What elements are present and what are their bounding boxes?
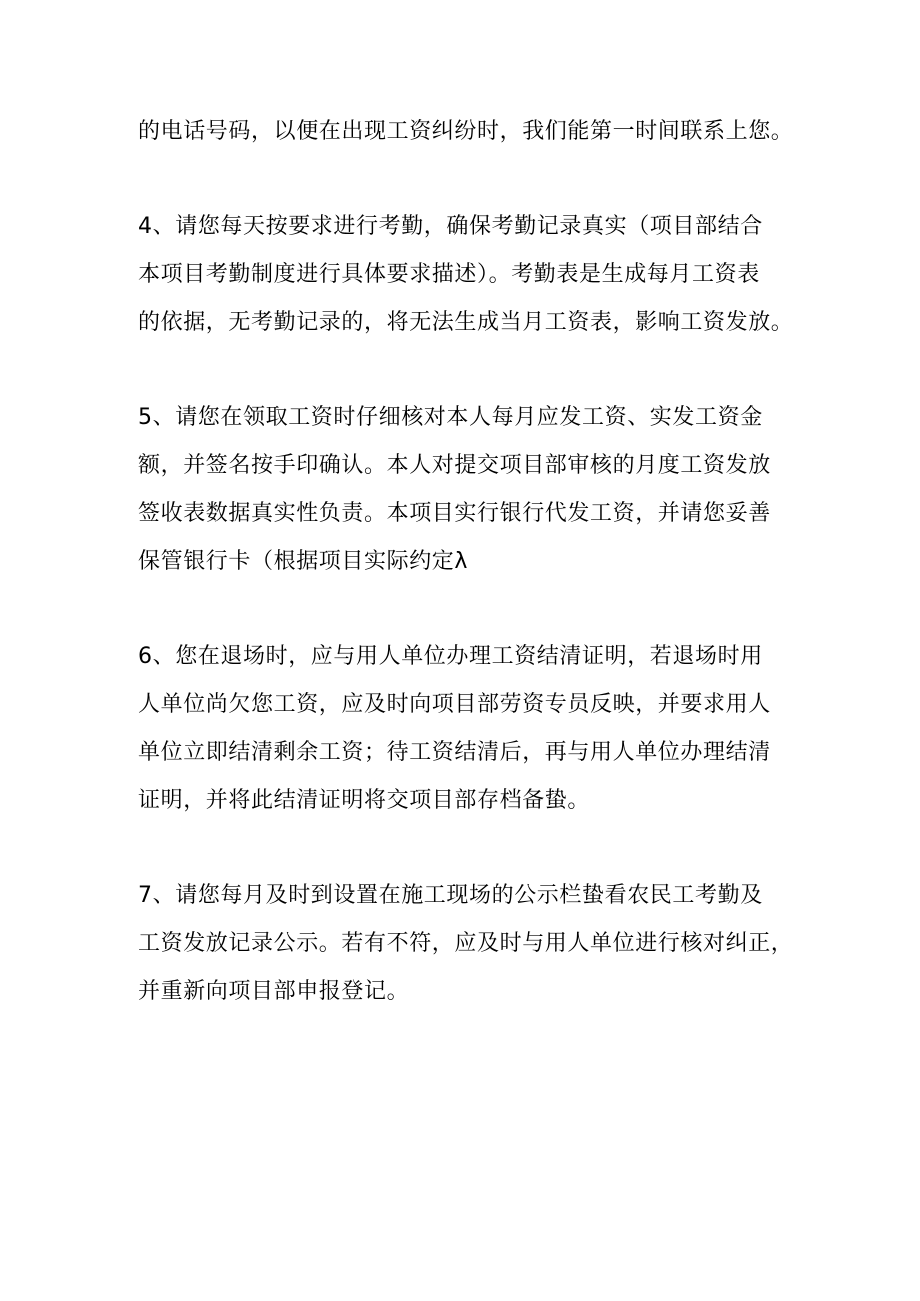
text-line: 签收表数据真实性负责。本项目实行银行代发工资，并请您妥善	[138, 501, 771, 526]
text-line: 5、请您在领取工资时仔细核对本人每月应发工资、实发工资金	[138, 405, 763, 430]
text-line: 4、请您每天按要求进行考勤，确保考勤记录真实（项目部结合	[138, 214, 763, 239]
text-line: 的电话号码，以便在出现工资纠纷时，我们能第一时间联系上您。	[138, 119, 794, 144]
text-line: 保管银行卡（根据项目实际约定λ	[138, 549, 469, 574]
paragraph-continuation	[138, 108, 798, 156]
text-line: 本项目考勤制度进行具体要求描述）。考勤表是生成每月工资表	[138, 262, 760, 287]
text-line: 7、请您每月及时到设置在施工现场的公示栏蛰看农民工考勤及	[138, 883, 763, 908]
paragraph-item-5	[138, 394, 798, 586]
text-line: 6、您在退场时，应与用人单位办理工资结清证明，若退场时用	[138, 644, 763, 669]
paragraph-item-7	[138, 872, 798, 1016]
text-line: 证明，并将此结清证明将交项目部存档备蛰。	[138, 788, 591, 813]
text-line: 单位立即结清剩余工资；待工资结清后，再与用人单位办理结清	[138, 740, 771, 765]
text-line: 额，并签名按手印确认。本人对提交项目部审核的月度工资发放	[138, 453, 771, 478]
text-line: 工资发放记录公示。若有不符，应及时与用人单位进行核对纠正，	[138, 931, 794, 956]
paragraph-item-4	[138, 203, 798, 347]
text-line: 人单位尚欠您工资，应及时向项目部劳资专员反映，并要求用人	[138, 692, 771, 717]
text-line: 的依据，无考勤记录的，将无法生成当月工资表，影响工资发放。	[138, 310, 794, 335]
paragraph-item-6	[138, 633, 798, 825]
document-page	[138, 108, 798, 1063]
text-line: 并重新向项目部申报登记。	[138, 979, 410, 1004]
